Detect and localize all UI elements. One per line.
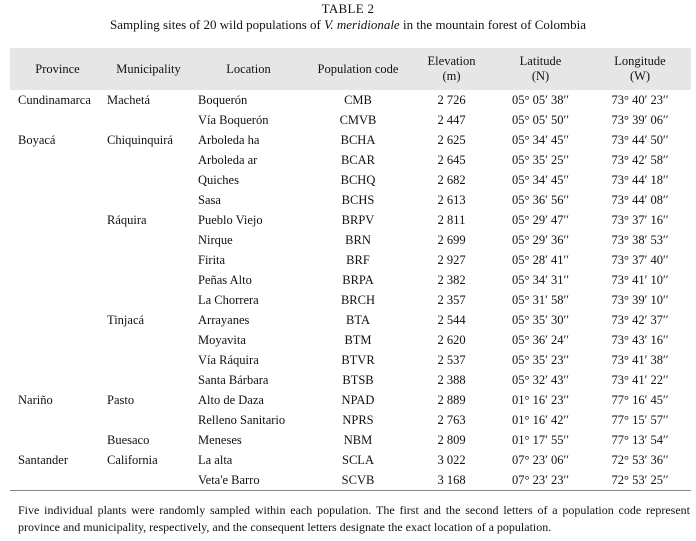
cell-province: Boyacá [18, 132, 56, 147]
cell-longitude: 73° 44′ 50′′ [611, 132, 669, 147]
cell-province [10, 150, 105, 170]
cell-elevation: 3 022 [437, 452, 466, 467]
cell-location: Veta'e Barro [192, 470, 305, 491]
table-row [10, 130, 691, 150]
cell-population-code: BRCH [340, 292, 376, 307]
cell-population-code: BCHS [341, 192, 375, 207]
cell-municipality [105, 350, 192, 370]
cell-elevation: 2 620 [437, 332, 466, 347]
cell-province [10, 350, 105, 370]
cell-municipality: Tinjacá [107, 312, 145, 327]
cell-location: La Chorrera [198, 292, 259, 307]
cell-latitude: 05° 35′ 23′′ [512, 352, 569, 367]
cell-municipality [105, 110, 192, 130]
cell-municipality [105, 410, 192, 430]
cell-location: Meneses [198, 432, 242, 447]
cell-population-code: NBM [343, 432, 373, 447]
cell-elevation: 2 682 [437, 172, 466, 187]
cell-latitude: 05° 35′ 30′′ [512, 312, 569, 327]
cell-latitude: 05° 34′ 31′′ [512, 272, 569, 287]
cell-elevation: 2 382 [437, 272, 466, 287]
cell-location: Peñas Alto [198, 272, 252, 287]
table-label: TABLE 2 [321, 1, 375, 16]
cell-population-code: BCHA [340, 132, 376, 147]
cell-province [10, 170, 105, 190]
cell-location: Arrayanes [198, 312, 250, 327]
cell-longitude: 73° 40′ 23′′ [611, 92, 669, 107]
cell-location: Pueblo Viejo [198, 212, 263, 227]
cell-latitude: 01° 16′ 42′′ [512, 412, 569, 427]
cell-elevation: 2 625 [437, 132, 466, 147]
cell-municipality: Chiquinquirá [107, 132, 173, 147]
cell-province [10, 470, 105, 491]
cell-province [10, 330, 105, 350]
cell-elevation: 2 357 [437, 292, 466, 307]
cell-population-code: BRPV [341, 212, 375, 227]
table-footnote: Five individual plants were randomly sampled within each population. The first and the second letters of a population code represent province and municipality, respectively, and the consequent letters designate the exact location of a population. [18, 503, 690, 534]
cell-population-code: BCHQ [340, 172, 376, 187]
cell-longitude: 77° 13′ 54′′ [611, 432, 669, 447]
header-longitude [589, 48, 691, 90]
cell-province [10, 290, 105, 310]
cell-elevation: 2 927 [437, 252, 466, 267]
table-caption [0, 18, 696, 32]
cell-longitude: 73° 44′ 18′′ [611, 172, 669, 187]
cell-population-code: BTM [344, 332, 372, 347]
cell-longitude: 73° 38′ 53′′ [611, 232, 669, 247]
header-latitude-unit: (N) [531, 69, 550, 83]
header-elevation [411, 48, 492, 90]
cell-population-code: BTSB [342, 372, 374, 387]
cell-longitude: 73° 37′ 16′′ [611, 212, 669, 227]
cell-province: Nariño [18, 392, 53, 407]
cell-province: Santander [18, 452, 68, 467]
cell-elevation: 2 889 [437, 392, 466, 407]
sampling-sites-table [10, 48, 691, 491]
cell-municipality [105, 270, 192, 290]
cell-location: Relleno Sanitario [198, 412, 286, 427]
header-row [10, 48, 691, 90]
cell-elevation: 2 811 [437, 212, 466, 227]
table-row [10, 450, 691, 470]
header-population-code: Population code [317, 61, 399, 76]
cell-province [10, 310, 105, 330]
cell-population-code: SCVB [305, 470, 411, 491]
cell-elevation: 3 168 [411, 470, 492, 491]
table-row [10, 110, 691, 130]
cell-population-code: BRF [346, 252, 370, 267]
cell-province: Cundinamarca [18, 92, 91, 107]
table-row [10, 170, 691, 190]
cell-elevation: 2 699 [437, 232, 466, 247]
cell-latitude: 05° 31′ 58′′ [512, 292, 569, 307]
table-row [10, 330, 691, 350]
header-elevation-label: Elevation [427, 54, 476, 68]
cell-municipality [105, 250, 192, 270]
cell-municipality [105, 330, 192, 350]
cell-location: Nirque [198, 232, 233, 247]
cell-longitude: 73° 41′ 22′′ [611, 372, 669, 387]
header-location: Location [226, 61, 271, 76]
cell-longitude: 72° 53′ 25′′ [589, 470, 691, 491]
cell-location: Firita [198, 252, 226, 267]
cell-elevation: 2 763 [437, 412, 466, 427]
cell-location: Santa Bárbara [198, 372, 269, 387]
cell-latitude: 07° 23′ 06′′ [512, 452, 569, 467]
table-row [10, 90, 691, 110]
cell-elevation: 2 613 [437, 192, 466, 207]
cell-municipality: California [107, 452, 158, 467]
cell-latitude: 05° 35′ 25′′ [512, 152, 569, 167]
cell-latitude: 05° 05′ 38′′ [512, 92, 569, 107]
header-elevation-unit: (m) [442, 69, 461, 83]
cell-latitude: 01° 17′ 55′′ [512, 432, 569, 447]
header-latitude [492, 48, 589, 90]
table-header [10, 48, 691, 90]
cell-longitude: 72° 53′ 36′′ [611, 452, 669, 467]
cell-province [10, 430, 105, 450]
cell-location: Sasa [198, 192, 221, 207]
table-row [10, 430, 691, 450]
cell-municipality [105, 170, 192, 190]
cell-latitude: 05° 36′ 24′′ [512, 332, 569, 347]
cell-location: Boquerón [198, 92, 248, 107]
cell-province [10, 230, 105, 250]
cell-longitude: 73° 42′ 37′′ [611, 312, 669, 327]
table-row [10, 190, 691, 210]
cell-longitude: 73° 43′ 16′′ [611, 332, 669, 347]
table-row [10, 290, 691, 310]
header-latitude-label: Latitude [519, 54, 562, 68]
cell-population-code: CMVB [339, 112, 377, 127]
cell-latitude: 07° 23′ 23′′ [492, 470, 589, 491]
cell-municipality [105, 290, 192, 310]
cell-elevation: 2 809 [437, 432, 466, 447]
cell-population-code: BRN [345, 232, 371, 247]
header-longitude-label: Longitude [614, 54, 666, 68]
cell-population-code: BRPA [342, 272, 374, 287]
cell-population-code: CMB [344, 92, 372, 107]
cell-population-code: BTVR [341, 352, 375, 367]
cell-province [10, 250, 105, 270]
cell-longitude: 77° 15′ 57′′ [611, 412, 669, 427]
cell-municipality: Buesaco [107, 432, 150, 447]
cell-longitude: 73° 42′ 58′′ [611, 152, 669, 167]
cell-latitude: 01° 16′ 23′′ [512, 392, 569, 407]
cell-elevation: 2 447 [437, 112, 466, 127]
cell-location: Vía Ráquira [198, 352, 259, 367]
cell-latitude: 05° 29′ 47′′ [512, 212, 569, 227]
cell-municipality [105, 230, 192, 250]
cell-province [10, 410, 105, 430]
cell-latitude: 05° 34′ 45′′ [512, 132, 569, 147]
cell-longitude: 73° 37′ 40′′ [611, 252, 669, 267]
cell-location: Arboleda ar [198, 152, 258, 167]
cell-location: Arboleda ha [198, 132, 260, 147]
cell-population-code: BTA [346, 312, 370, 327]
cell-province [10, 270, 105, 290]
caption-species: V. meridionale [324, 17, 400, 32]
cell-longitude: 73° 41′ 38′′ [611, 352, 669, 367]
caption-suffix: in the mountain forest of Colombia [399, 17, 587, 32]
table-row [10, 310, 691, 330]
cell-elevation: 2 726 [437, 92, 466, 107]
sampling-sites-table-container [10, 48, 691, 491]
cell-elevation: 2 388 [437, 372, 466, 387]
cell-province [10, 110, 105, 130]
cell-population-code: BCAR [340, 152, 376, 167]
cell-longitude: 77° 16′ 45′′ [611, 392, 669, 407]
cell-latitude: 05° 28′ 41′′ [512, 252, 569, 267]
header-longitude-unit: (W) [629, 69, 651, 83]
caption-prefix: Sampling sites of 20 wild populations of [109, 17, 325, 32]
cell-latitude: 05° 34′ 45′′ [512, 172, 569, 187]
table-row [10, 390, 691, 410]
cell-location: Moyavita [198, 332, 246, 347]
table-row [10, 370, 691, 390]
cell-elevation: 2 537 [437, 352, 466, 367]
cell-municipality: Ráquira [107, 212, 147, 227]
cell-longitude: 73° 39′ 10′′ [611, 292, 669, 307]
cell-elevation: 2 544 [437, 312, 466, 327]
cell-municipality: Pasto [107, 392, 135, 407]
header-municipality: Municipality [116, 61, 181, 76]
cell-longitude: 73° 39′ 06′′ [611, 112, 669, 127]
table-row [10, 230, 691, 250]
table-body [10, 90, 691, 491]
table-row [10, 150, 691, 170]
cell-province [10, 190, 105, 210]
cell-latitude: 05° 36′ 56′′ [512, 192, 569, 207]
cell-province [10, 370, 105, 390]
table-row [10, 470, 691, 491]
cell-municipality [105, 190, 192, 210]
cell-population-code: SCLA [342, 452, 374, 467]
cell-latitude: 05° 05′ 50′′ [512, 112, 569, 127]
cell-municipality [105, 150, 192, 170]
cell-location: La alta [198, 452, 233, 467]
cell-location: Alto de Daza [198, 392, 264, 407]
table-row [10, 270, 691, 290]
cell-province [10, 210, 105, 230]
table-row [10, 210, 691, 230]
table-row [10, 250, 691, 270]
cell-population-code: NPAD [341, 392, 375, 407]
cell-location: Vía Boquerón [198, 112, 269, 127]
cell-municipality [105, 470, 192, 491]
header-province: Province [35, 61, 80, 76]
cell-latitude: 05° 29′ 36′′ [512, 232, 569, 247]
cell-elevation: 2 645 [437, 152, 466, 167]
cell-latitude: 05° 32′ 43′′ [512, 372, 569, 387]
cell-municipality: Machetá [107, 92, 151, 107]
cell-longitude: 73° 41′ 10′′ [611, 272, 669, 287]
cell-municipality [105, 370, 192, 390]
table-row [10, 410, 691, 430]
cell-population-code: NPRS [342, 412, 374, 427]
table-row [10, 350, 691, 370]
cell-longitude: 73° 44′ 08′′ [611, 192, 669, 207]
cell-location: Quiches [198, 172, 239, 187]
